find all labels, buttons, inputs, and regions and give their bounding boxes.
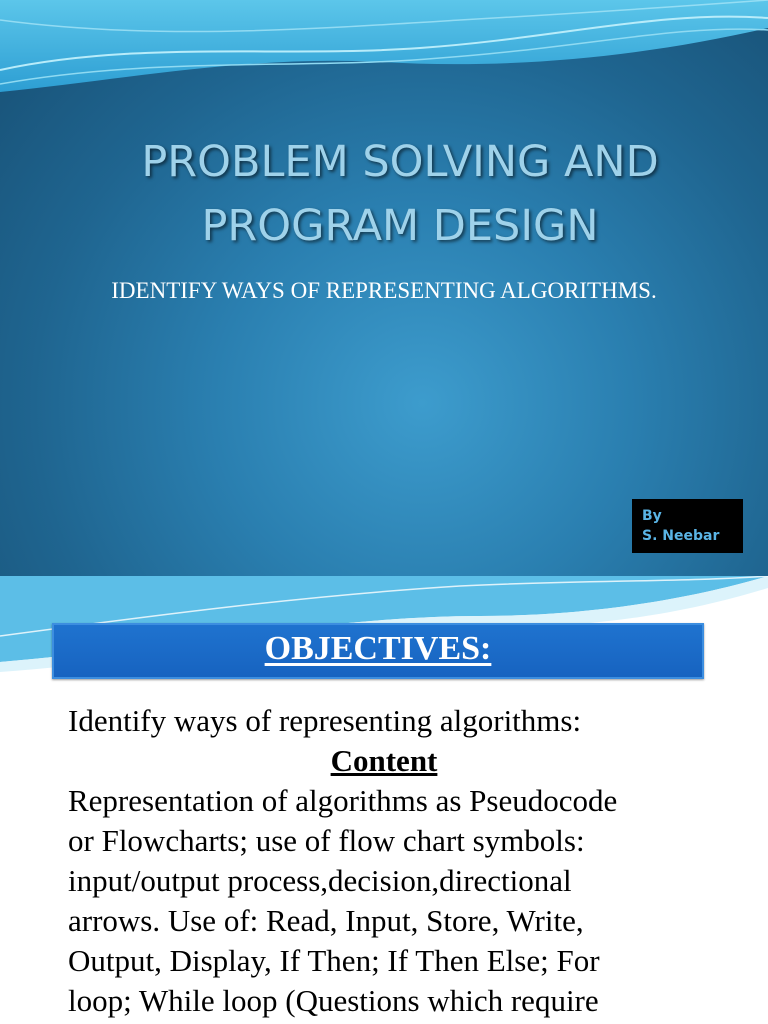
- content-heading: Content: [330, 743, 438, 778]
- title-line-1: PROBLEM SOLVING AND: [141, 137, 659, 187]
- body-line: Representation of algorithms as Pseudocode: [68, 783, 618, 818]
- body-line: Output, Display, If Then; If Then Else; For: [68, 943, 600, 978]
- byline-by: By: [642, 508, 662, 524]
- byline-author: S. Neebar: [642, 528, 720, 544]
- objectives-header-bar: [52, 623, 704, 679]
- body-line: input/output process,decision,directional: [68, 863, 572, 898]
- body-line: loop; While loop (Questions which require: [68, 983, 599, 1018]
- title-line-2: PROGRAM DESIGN: [201, 201, 599, 251]
- top-wave-decoration: [0, 0, 768, 110]
- author-box: [632, 499, 743, 553]
- objectives-body: [68, 701, 728, 1021]
- objectives-heading: OBJECTIVES:: [264, 630, 492, 667]
- slide-subtitle: IDENTIFY WAYS OF REPRESENTING ALGORITHMS.: [111, 278, 657, 303]
- intro-line: Identify ways of representing algorithms:: [68, 703, 582, 738]
- body-line: or Flowcharts; use of flow chart symbols:: [68, 823, 585, 858]
- body-line: arrows. Use of: Read, Input, Store, Write,: [68, 903, 584, 938]
- objectives-slide: [0, 576, 768, 1024]
- slide-title: [20, 130, 768, 258]
